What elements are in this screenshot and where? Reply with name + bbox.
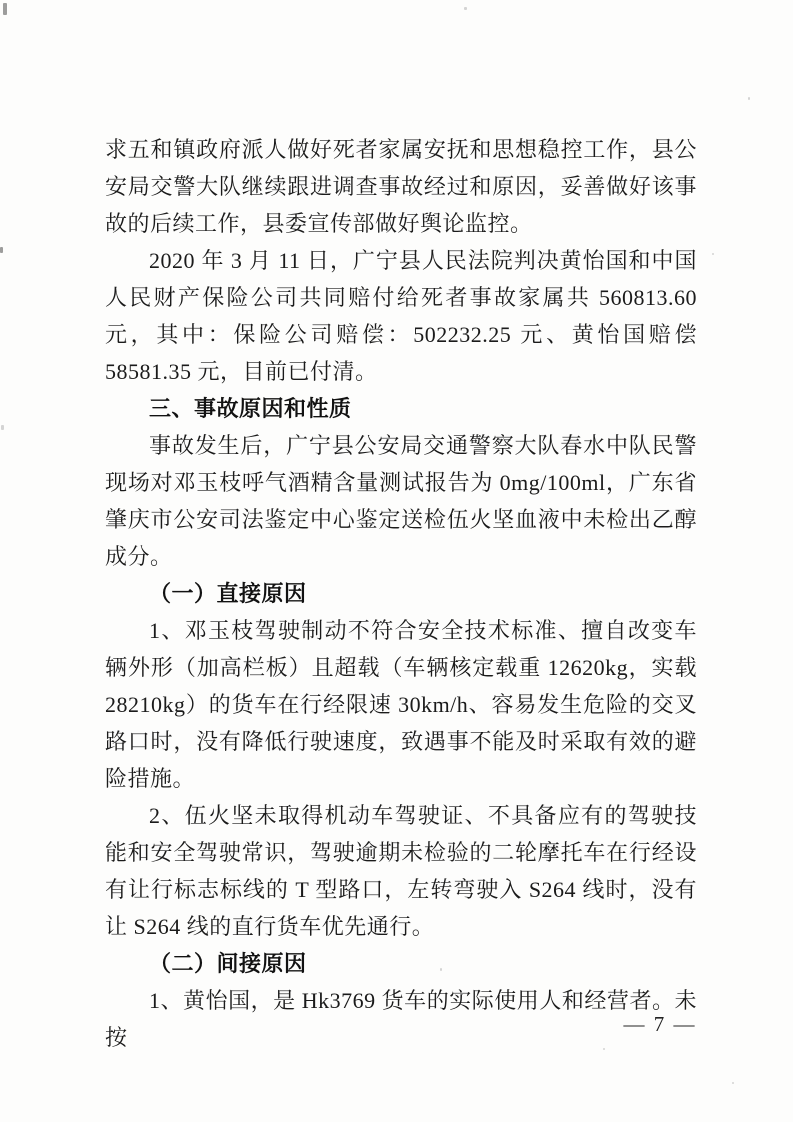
scan-speck [603,1048,605,1050]
subsection-heading-indirect-cause: （二）间接原因 [149,951,307,976]
scan-speck [440,968,442,971]
scan-speck [0,247,3,253]
paragraph-direct-cause-item-2: 2、伍火坚未取得机动车驾驶证、不具备应有的驾驶技能和安全驾驶常识，驾驶逾期未检验的二轮摩托车在行经设有让行标志标线的 T 型路口，左转弯驶入 S264 线时，没有让 S264 线的直行货车优先通行。 [105,803,697,939]
paragraph-court-judgment-compensation: 2020 年 3 月 11 日，广宁县人民法院判决黄怡国和中国人民财产保险公司共同赔付给死者事故家属共 560813.60 元，其中：保险公司赔偿：502232.25 元、黄怡国赔偿 58581.35 元，目前已付清。 [105,248,697,384]
scan-speck [712,253,714,255]
paragraph-alcohol-test-results: 事故发生后，广宁县公安局交通警察大队春水中队民警现场对邓玉枝呼气酒精含量测试报告为 0mg/100ml，广东省肇庆市公安司法鉴定中心鉴定送检伍火坚血液中未检出乙醇成分。 [105,433,697,569]
scan-speck [3,3,7,15]
paragraph-continuation-aftermath: 求五和镇政府派人做好死者家属安抚和思想稳控工作，县公安局交警大队继续跟进调查事故经过和原因，妥善做好该事故的后续工作，县委宣传部做好舆论监控。 [105,137,697,236]
paragraph-indirect-cause-item-1: 1、黄怡国，是 Hk3769 货车的实际使用人和经营者。未按 [105,988,697,1050]
section-heading-accident-cause-and-nature: 三、事故原因和性质 [149,396,352,421]
paragraph-direct-cause-item-1: 1、邓玉枝驾驶制动不符合安全技术标准、擅自改变车辆外形（加高栏板）且超载（车辆核定载重 12620kg，实载 28210kg）的货车在行经限速 30km/h、容易发生危险的交叉路口时，没有降低行驶速度，致遇事不能及时采取有效的避险措施。 [105,618,697,791]
subsection-heading-direct-cause: （一）直接原因 [149,581,307,606]
document-body [105,131,697,1056]
scan-speck [464,7,467,10]
scan-speck [748,97,750,100]
scan-speck [1,425,4,430]
scan-speck [732,1082,734,1084]
page-number: — 7 — [623,1012,697,1036]
